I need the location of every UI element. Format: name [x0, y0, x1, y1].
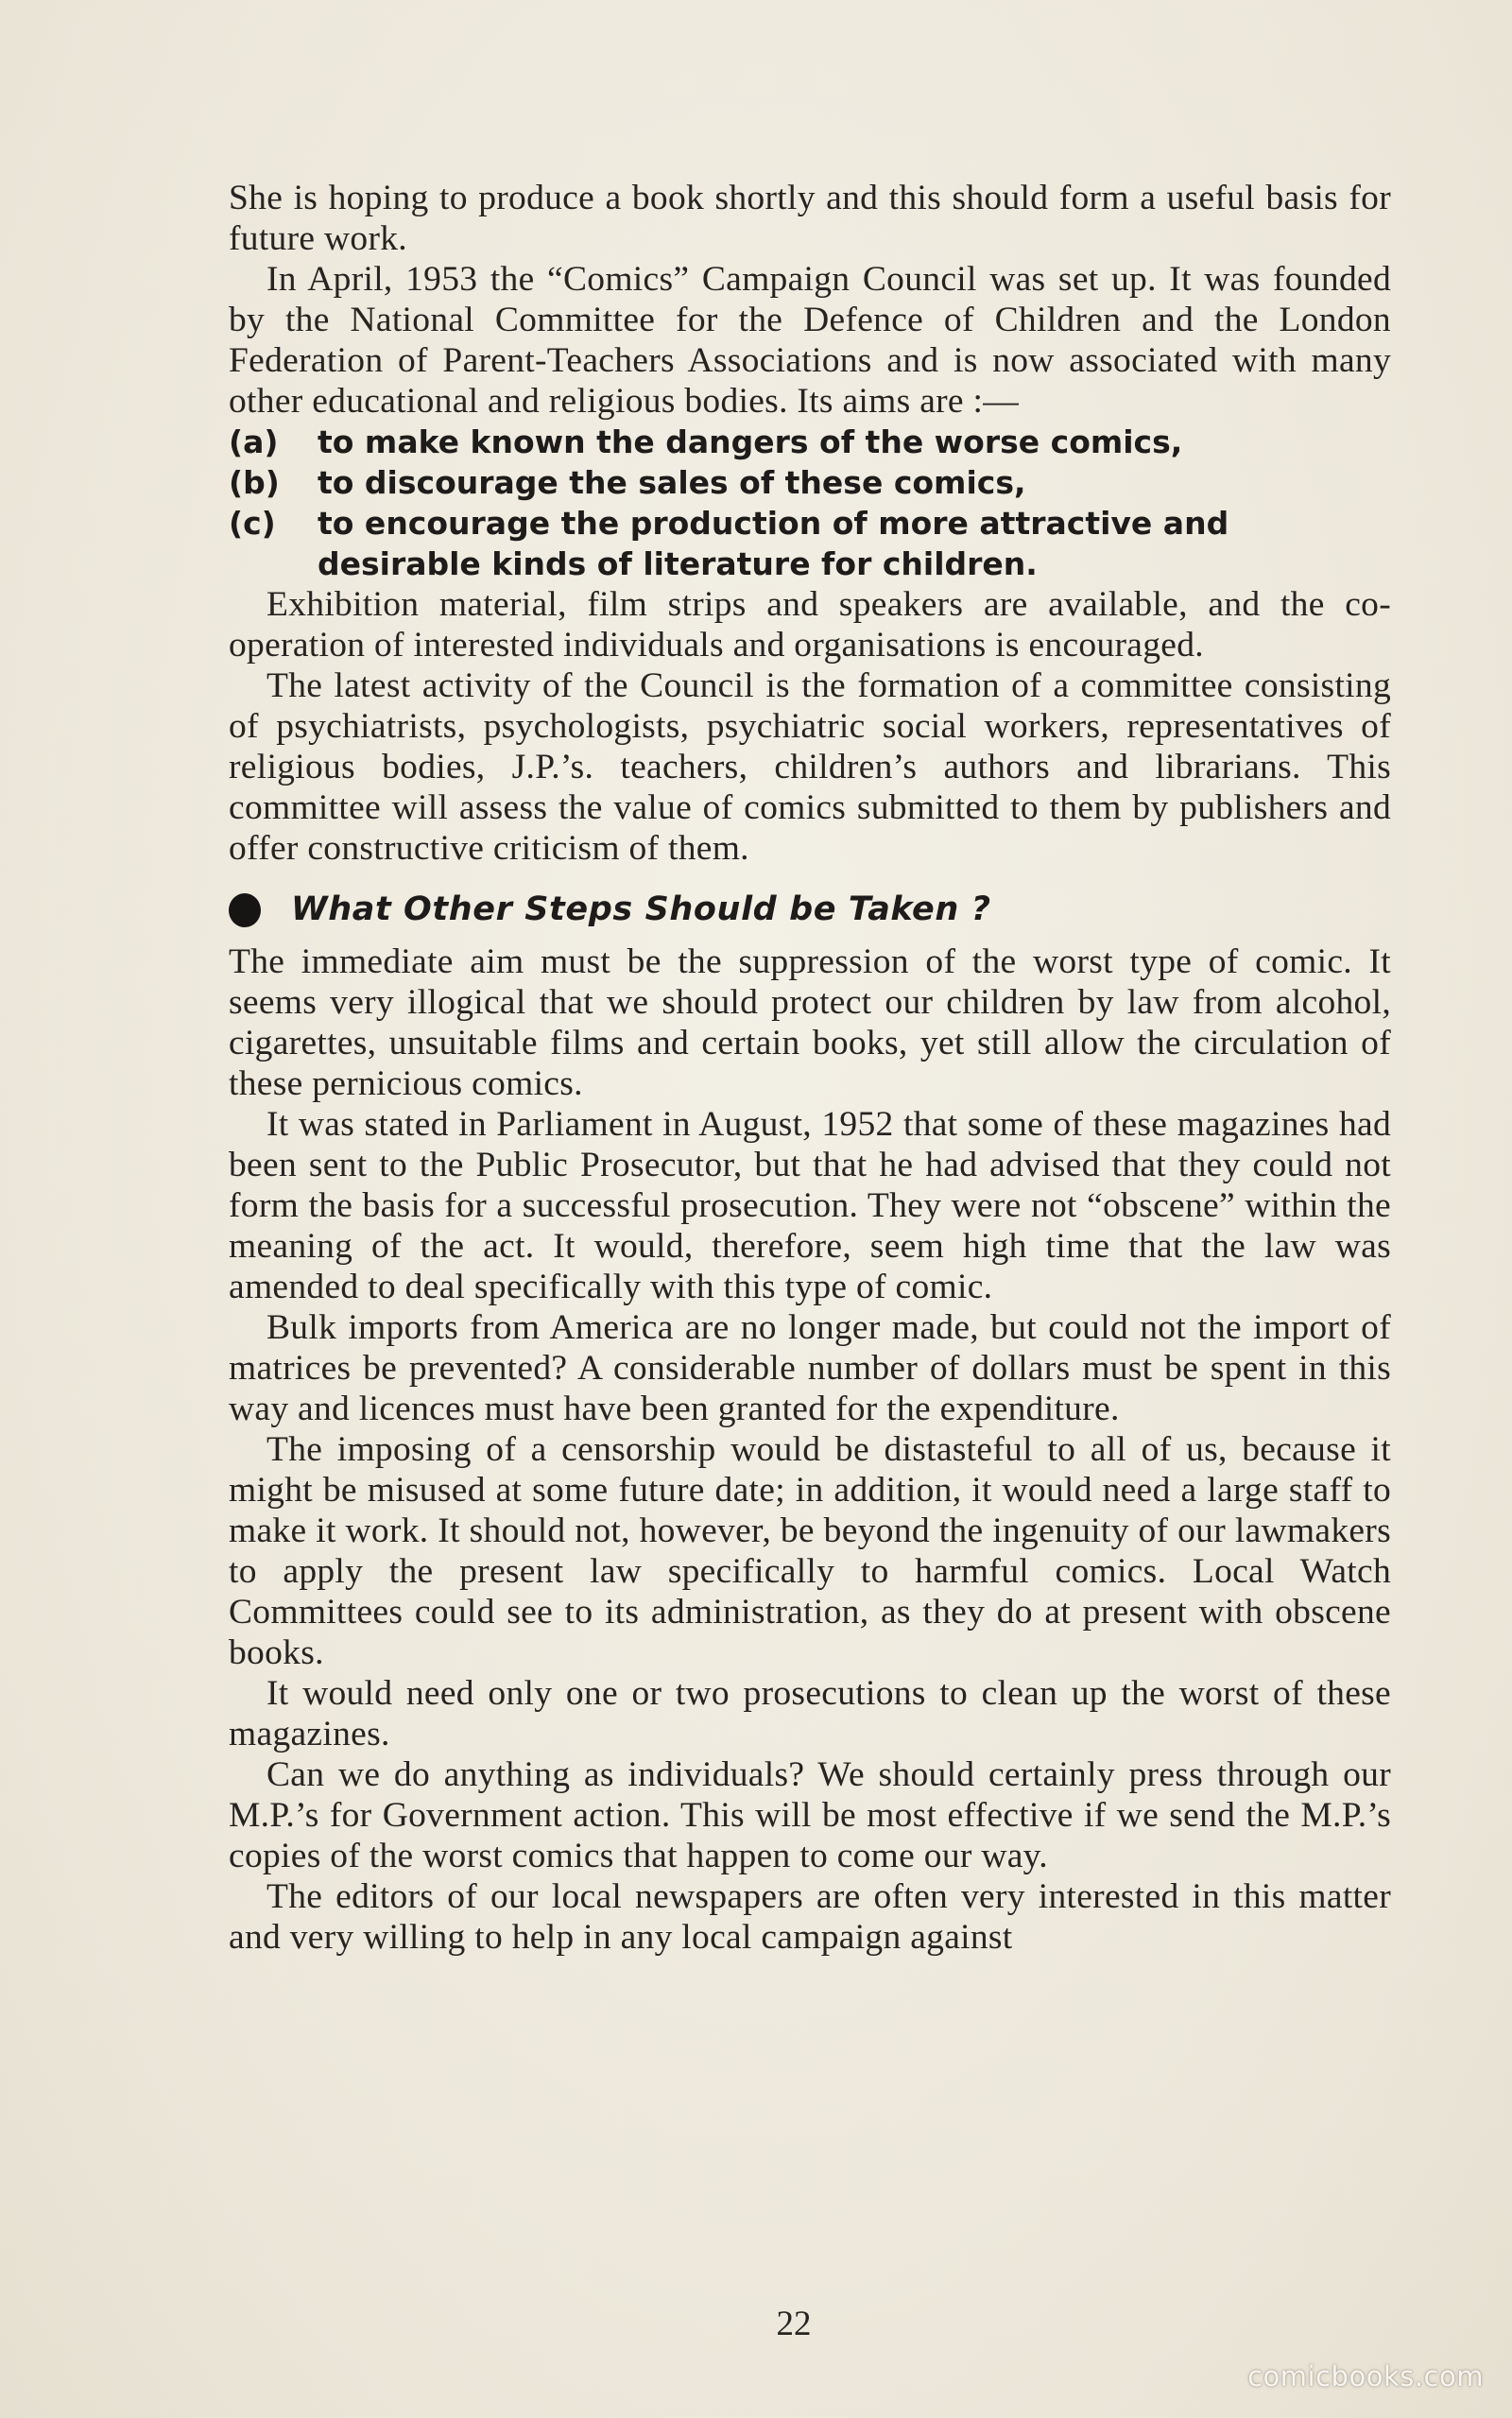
paragraph: The imposing of a censorship would be distasteful to all of us, because it might be misused at some future date; in addition, it would need a large staff to make it work. It should not, however, be beyond the ingenuity of our lawmakers to apply the present law specifically to harmful comics. Local Watch Committees could see to its administration, as they do at present with obscene books.: [229, 1430, 1391, 1672]
aim-marker: (c): [229, 505, 276, 542]
paragraph: Exhibition material, film strips and speakers are available, and the co-operation of interested individuals and organisations is encouraged.: [229, 585, 1391, 665]
aim-item-c: [229, 503, 1391, 584]
aim-text: to make known the dangers of the worse comics,: [318, 423, 1183, 460]
aim-text: to discourage the sales of these comics,: [318, 464, 1026, 501]
paragraph: The editors of our local newspapers are often very interested in this matter and very willing to help in any local campaign against: [229, 1877, 1391, 1957]
aim-item-b: [229, 462, 1391, 503]
aim-marker: (b): [229, 464, 280, 501]
section-heading-text: What Other Steps Should be Taken ?: [291, 890, 991, 928]
paragraph: The immediate aim must be the suppression of the worst type of comic. It seems very illogical that we should protect our children by law from alcohol, cigarettes, unsuitable films and certain books, yet still allow the circulation of these pernicious comics.: [229, 942, 1391, 1103]
page-number: 22: [776, 2305, 812, 2343]
paragraph: It was stated in Parliament in August, 1952 that some of these magazines had been sent to the Public Prosecutor, but that he had advised that they could not form the basis for a successful prosecution. They were not “obscene” within the meaning of the act. It would, therefore, seem high time that the law was amended to deal specifically with this type of comic.: [229, 1105, 1391, 1306]
paragraph: It would need only one or two prosecutions to clean up the worst of these magazines.: [229, 1674, 1391, 1753]
paragraph: The latest activity of the Council is the formation of a committee consisting of psychiatrists, psychologists, psychiatric social workers, representatives of religious bodies, J.P.’s. teachers, children’s authors and librarians. This committee will assess the value of comics submitted to them by publishers and offer constructive criticism of them.: [229, 666, 1391, 868]
aim-text: to encourage the production of more attractive and desirable kinds of literature for children.: [318, 505, 1229, 582]
paragraph: She is hoping to produce a book shortly and this should form a useful basis for future work.: [229, 179, 1391, 258]
aim-item-a: [229, 422, 1391, 462]
bullet-icon: [229, 893, 261, 927]
paragraph: Bulk imports from America are no longer made, but could not the import of matrices be prevented? A considerable number of dollars must be spent in this way and licences must have been granted for the expenditure.: [229, 1308, 1391, 1428]
section-heading: [229, 889, 1391, 930]
aims-list: [229, 422, 1391, 584]
paragraph: In April, 1953 the “Comics” Campaign Council was set up. It was founded by the National Committee for the Defence of Children and the London Federation of Parent-Teachers Associations and is now associated with many other educational and religious bodies. Its aims are :—: [229, 260, 1391, 421]
paragraph: Can we do anything as individuals? We should certainly press through our M.P.’s for Government action. This will be most effective if we send the M.P.’s copies of the worst comics that happen to come our way.: [229, 1755, 1391, 1875]
watermark: comicbooks.com: [1247, 2360, 1484, 2392]
aim-marker: (a): [229, 423, 279, 460]
page-body: [229, 178, 1391, 1958]
